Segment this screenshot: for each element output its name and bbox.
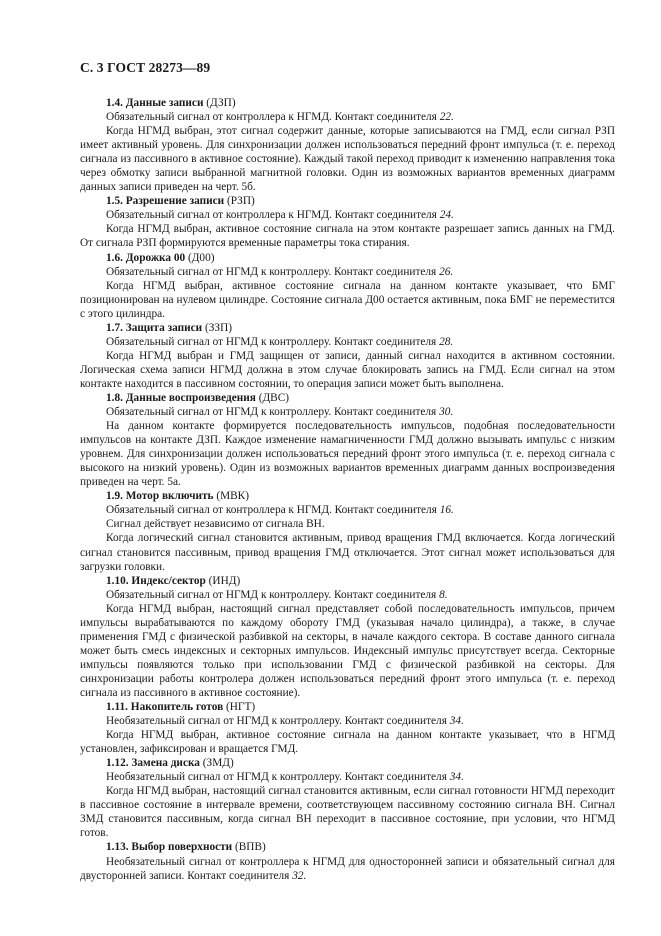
section-abbreviation: (Д00) — [185, 251, 215, 264]
section-title: 1.11. Накопитель готов — [106, 701, 224, 714]
paragraph — [80, 517, 615, 531]
paragraph — [80, 503, 615, 517]
paragraph — [80, 728, 615, 756]
paragraph — [80, 279, 615, 321]
connector-contact-number: 26. — [439, 265, 454, 278]
paragraph-text: Обязательный сигнал от НГМД к контроллеру. Контакт соединителя — [106, 588, 440, 601]
connector-contact-number: 28. — [439, 335, 454, 348]
paragraph-text: Когда НГМД выбран, настоящий сигнал становится активным, если сигнал готовности НГМД переходит в пассивное состояние в интервале времени, соответствующем пассивному состоянию сигнала ВН. Сигнал ЗМД становится пассивным, когда сигнал ВН переходит в пассивное состояние, при условии, что НГМД готов. — [80, 785, 615, 840]
paragraph — [80, 110, 615, 124]
paragraph-text: Обязательный сигнал от контроллера к НГМД. Контакт соединителя — [106, 504, 440, 517]
connector-contact-number: 16. — [439, 504, 454, 517]
paragraph-text: Необязательный сигнал от контроллера к НГМД для односторонней записи и обязательный сигнал для двусторонней записи. Контакт соединителя — [80, 855, 615, 882]
section-heading — [80, 756, 615, 770]
paragraph — [80, 714, 615, 728]
section-heading — [80, 321, 615, 335]
paragraph — [80, 349, 615, 391]
section-abbreviation: (РЗП) — [224, 195, 255, 208]
section-title: 1.7. Защита записи — [106, 321, 203, 334]
connector-contact-number: 32. — [292, 869, 307, 882]
paragraph-text: На данном контакте формируется последовательность импульсов, подобная последовательности импульсов на контакте ДЗП. Каждое изменение намагниченности ГМД должно вызывать импульс с низким уровнем. Для синхронизации должен использоваться передний фронт этого импульса (т. е. переход сигнала с высокого на низкий уровень). Один из возможных вариантов временных диаграмм данных воспроизведения приведен на черт. 5а. — [80, 420, 615, 489]
connector-contact-number: 30. — [439, 406, 454, 419]
section-heading — [80, 251, 615, 265]
section-heading — [80, 391, 615, 405]
paragraph — [80, 222, 615, 250]
paragraph-text: Когда НГМД выбран и ГМД защищен от записи, данный сигнал находится в активном состоянии. Логическая схема записи НГМД должна в этом случае блокировать запись на ГМД. Если сигнал на этом контакте находится в пассивном состоянии, то операция записи может быть выполнена. — [80, 349, 615, 390]
paragraph — [80, 405, 615, 419]
paragraph — [80, 602, 615, 700]
paragraph — [80, 124, 615, 194]
section — [80, 489, 615, 573]
paragraph — [80, 265, 615, 279]
paragraph — [80, 784, 615, 840]
paragraph-text: Обязательный сигнал от НГМД к контроллеру. Контакт соединителя — [106, 335, 440, 348]
section — [80, 700, 615, 756]
paragraph-text: Когда НГМД выбран, активное состояние сигнала на этом контакте разрешает запись данных на ГМД. От сигнала РЗП формируются временные параметры тока стирания. — [80, 223, 615, 250]
paragraph — [80, 588, 615, 602]
section-title: 1.4. Данные записи — [106, 97, 204, 109]
section-title: 1.13. Выбор поверхности — [106, 841, 233, 854]
paragraph — [80, 531, 615, 573]
section-heading — [80, 96, 615, 110]
paragraph-text: Обязательный сигнал от контроллера к НГМД. Контакт соединителя — [106, 209, 440, 222]
section-title: 1.10. Индекс/сектор — [106, 574, 206, 587]
connector-contact-number: 34. — [449, 715, 464, 728]
section — [80, 321, 615, 391]
section-abbreviation: (ВПВ) — [232, 841, 266, 854]
section-heading — [80, 194, 615, 208]
paragraph-text: Когда НГМД выбран, этот сигнал содержит данные, которые записываются на ГМД, если сигнал РЗП имеет активный уровень. Для синхронизации должен использоваться передний фронт импульса (т. е. переход сигнала из пассивного в активное состояние). Каждый такой переход приводит к изменению направления тока через обмотку записи выбранной магнитной головки. Один из возможных вариантов временных диаграмм данных записи приведен на черт. 5б. — [80, 125, 615, 194]
section-title: 1.12. Замена диска — [106, 757, 200, 770]
section — [80, 574, 615, 700]
paragraph-text: Сигнал действует независимо от сигнала ВН. — [106, 518, 325, 531]
paragraph-text: Обязательный сигнал от НГМД к контроллеру. Контакт соединителя — [106, 265, 440, 278]
section-abbreviation: (НГТ) — [223, 701, 256, 714]
paragraph-text: Когда НГМД выбран, активное состояние сигнала на данном контакте указывает, что БМГ позиционирован на нулевом цилиндре. Состояние сигнала Д00 остается активным, пока БМГ не переместится с этого цилиндра. — [80, 279, 615, 320]
paragraph-text: Когда логический сигнал становится активным, привод вращения ГМД включается. Когда логический сигнал становится пассивным, привод вращения ГМД отключается. Этот сигнал может использоваться для загрузки головки. — [80, 532, 615, 573]
section-abbreviation: (ЗЗП) — [202, 321, 232, 334]
page-header: С. 3 ГОСТ 28273—89 — [80, 60, 211, 75]
paragraph — [80, 770, 615, 784]
paragraph — [80, 208, 615, 222]
connector-contact-number: 34. — [449, 771, 464, 784]
section-abbreviation: (ЗМД) — [199, 757, 234, 770]
section — [80, 391, 615, 489]
paragraph-text: Обязательный сигнал от НГМД к контроллеру. Контакт соединителя — [106, 406, 440, 419]
paragraph — [80, 335, 615, 349]
connector-contact-number: 24. — [439, 209, 454, 222]
paragraph-text: Необязательный сигнал от НГМД к контроллеру. Контакт соединителя — [106, 715, 450, 728]
section — [80, 756, 615, 840]
section-abbreviation: (ДЗП) — [203, 97, 236, 109]
section-title: 1.6. Дорожка 00 — [106, 251, 186, 264]
paragraph — [80, 855, 615, 883]
section — [80, 96, 615, 194]
section-title: 1.9. Мотор включить — [106, 490, 214, 503]
paragraph — [80, 419, 615, 489]
section — [80, 251, 615, 321]
paragraph-text: Когда НГМД выбран, настоящий сигнал представляет собой последовательность импульсов, причем импульсы вырабатываются по каждому обороту ГМД (указывая начало цилиндра), а также, в случае применения ГМД с физической разбивкой на секторы, в начале каждого сектора. В составе данного сигнала может быть смесь индексных и секторных импульсов. Индексный импульс присутствует всегда. Секторные импульсы появляются только при использовании ГМД с физической разбивкой на секторы. Для синхронизации работы контролера должен использоваться передний фронт этого импульса (т. е. переход сигнала из пассивного в активное состояние). — [80, 602, 615, 699]
section-title: 1.5. Разрешение записи — [106, 195, 225, 208]
section-heading — [80, 574, 615, 588]
connector-contact-number: 8. — [439, 588, 448, 601]
section-abbreviation: (ДВС) — [255, 391, 289, 404]
document-body — [80, 96, 615, 883]
section-abbreviation: (ИНД) — [205, 574, 241, 587]
connector-contact-number: 22. — [439, 111, 454, 124]
section-heading — [80, 840, 615, 854]
paragraph-text: Обязательный сигнал от контроллера к НГМД. Контакт соединителя — [106, 111, 440, 124]
paragraph-text: Необязательный сигнал от НГМД к контроллеру. Контакт соединителя — [106, 771, 450, 784]
section-abbreviation: (МВК) — [213, 490, 249, 503]
section — [80, 194, 615, 250]
section-heading — [80, 489, 615, 503]
section — [80, 840, 615, 882]
section-heading — [80, 700, 615, 714]
paragraph-text: Когда НГМД выбран, активное состояние сигнала на данном контакте указывает, что в НГМД установлен, зафиксирован и вращается ГМД. — [80, 729, 615, 756]
section-title: 1.8. Данные воспроизведения — [106, 391, 256, 404]
